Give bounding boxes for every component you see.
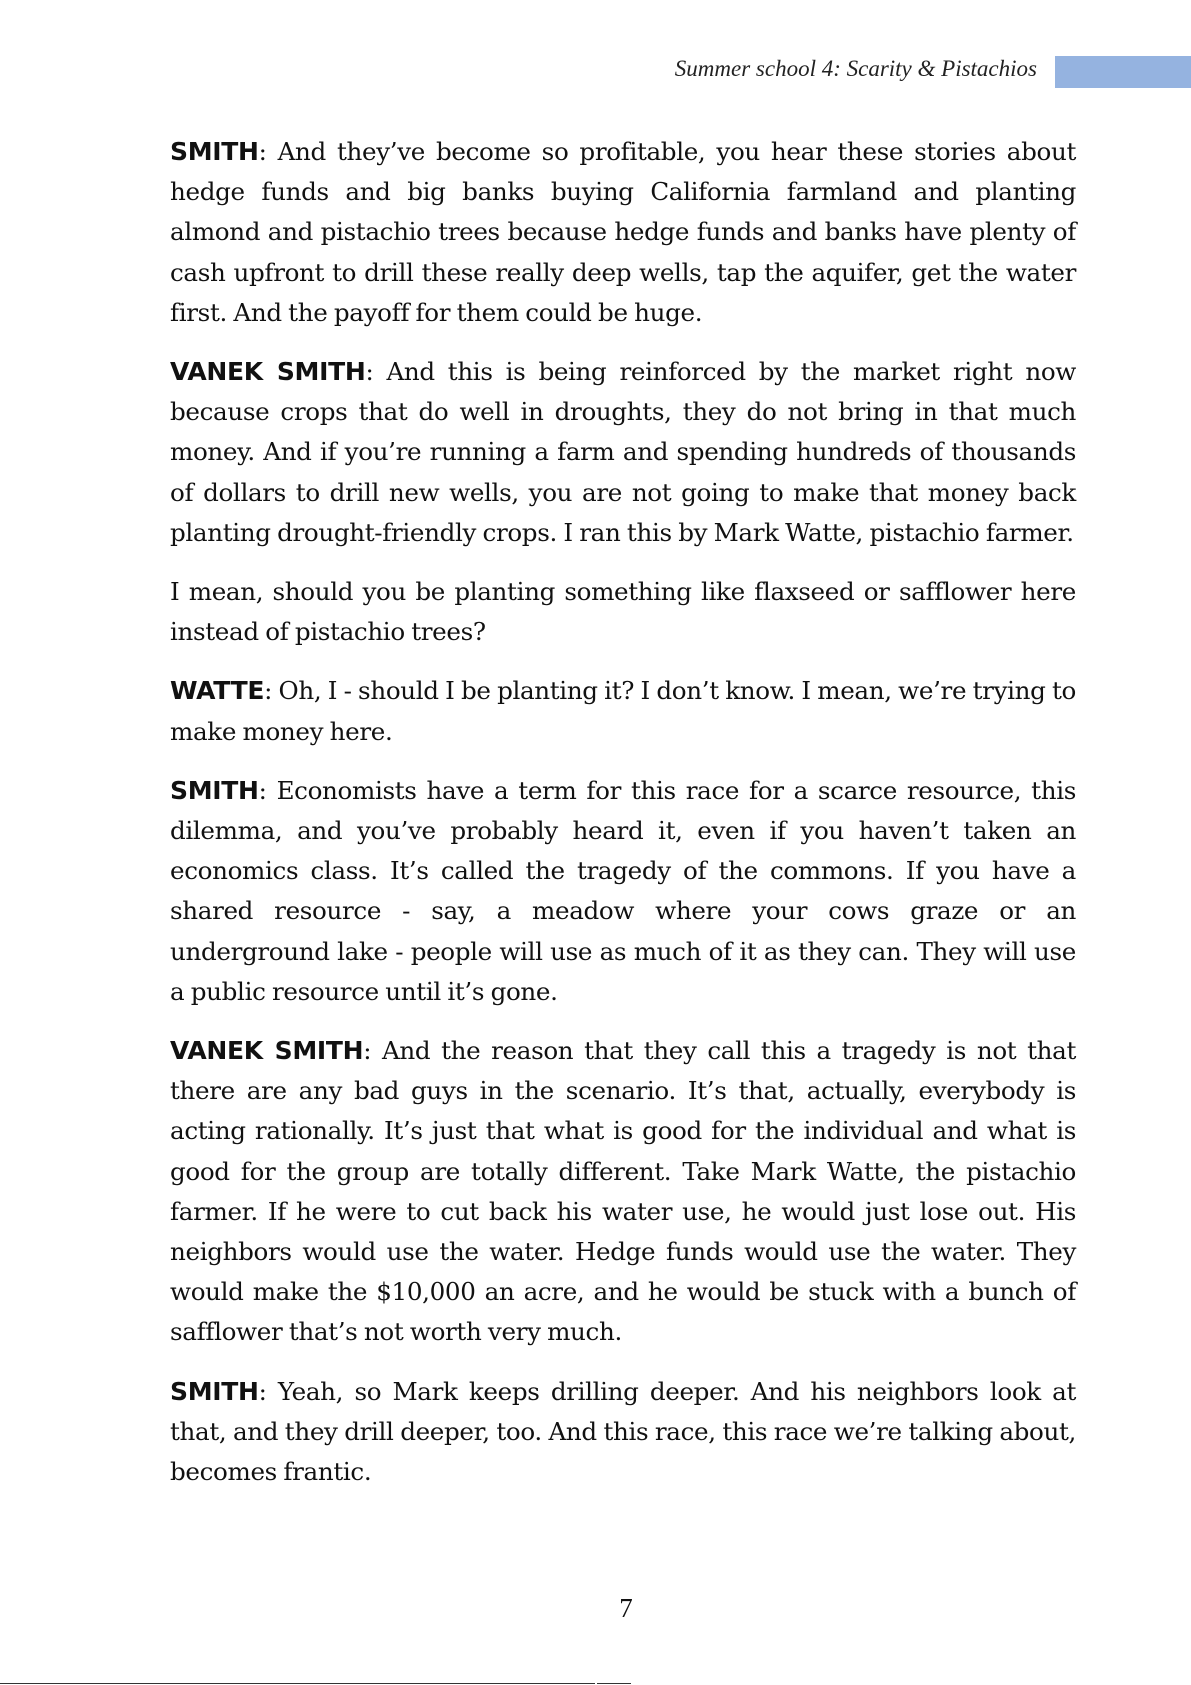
running-header-title: Summer school 4: Scarity & Pistachios bbox=[674, 56, 1037, 81]
transcript-paragraph bbox=[170, 1372, 1076, 1493]
footer-rule bbox=[0, 1683, 595, 1684]
paragraph-text: : Oh, I - should I be planting it? I don’t know. I mean, we’re trying to make money here. bbox=[170, 676, 1076, 746]
paragraph-text: : And the reason that they call this a tragedy is not that there are any bad guys in the scenario. It’s that, actually, everybody is acting rationally. It’s just that what is good for the individual and what is good for the group are totally different. Take Mark Watte, the pistachio farmer. If he were to cut back his water use, he would just lose out. His neighbors would use the water. Hedge funds would use the water. They would make the $10,000 an acre, and he would be stuck with a bunch of safflower that’s not worth very much. bbox=[170, 1036, 1076, 1347]
paragraph-text: : And they’ve become so profitable, you hear these stories about hedge funds and big banks buying California farmland and planting almond and pistachio trees because hedge funds and banks have plenty of cash upfront to drill these really deep wells, tap the aquifer, get the water first. And the payoff for them could be huge. bbox=[170, 137, 1076, 327]
page-number: 7 bbox=[619, 1593, 633, 1623]
transcript-paragraph bbox=[170, 352, 1076, 553]
speaker-name: VANEK SMITH bbox=[170, 1036, 364, 1066]
footer-rule-segment bbox=[597, 1683, 631, 1684]
transcript-paragraph bbox=[170, 572, 1076, 652]
speaker-name: SMITH bbox=[170, 1376, 259, 1406]
speaker-name: SMITH bbox=[170, 775, 259, 805]
transcript-paragraph bbox=[170, 1031, 1076, 1353]
speaker-name: WATTE bbox=[170, 676, 265, 706]
speaker-name: VANEK SMITH bbox=[170, 357, 366, 387]
transcript-body bbox=[170, 132, 1076, 1511]
speaker-name: SMITH bbox=[170, 137, 259, 166]
transcript-paragraph bbox=[170, 132, 1076, 333]
transcript-paragraph bbox=[170, 671, 1076, 751]
paragraph-text: I mean, should you be planting something like flaxseed or safflower here instead of pistachio trees? bbox=[170, 577, 1076, 647]
transcript-paragraph bbox=[170, 771, 1076, 1012]
paragraph-text: : Economists have a term for this race for a scarce resource, this dilemma, and you’ve probably heard it, even if you haven’t taken an economics class. It’s called the tragedy of the commons. If you have a shared resource - say, a meadow where your cows graze or an underground lake - people will use as much of it as they can. They will use a public resource until it’s gone. bbox=[170, 775, 1076, 1006]
paragraph-text: : Yeah, so Mark keeps drilling deeper. And his neighbors look at that, and they drill deeper, too. And this race, this race we’re talking about, becomes frantic. bbox=[170, 1376, 1076, 1487]
paragraph-text: : And this is being reinforced by the market right now because crops that do well in droughts, they do not bring in that much money. And if you’re running a farm and spending hundreds of thousands of dollars to drill new wells, you are not going to make that money back planting drought-friendly crops. I ran this by Mark Watte, pistachio farmer. bbox=[170, 357, 1076, 547]
header-accent-bar bbox=[1055, 56, 1191, 88]
